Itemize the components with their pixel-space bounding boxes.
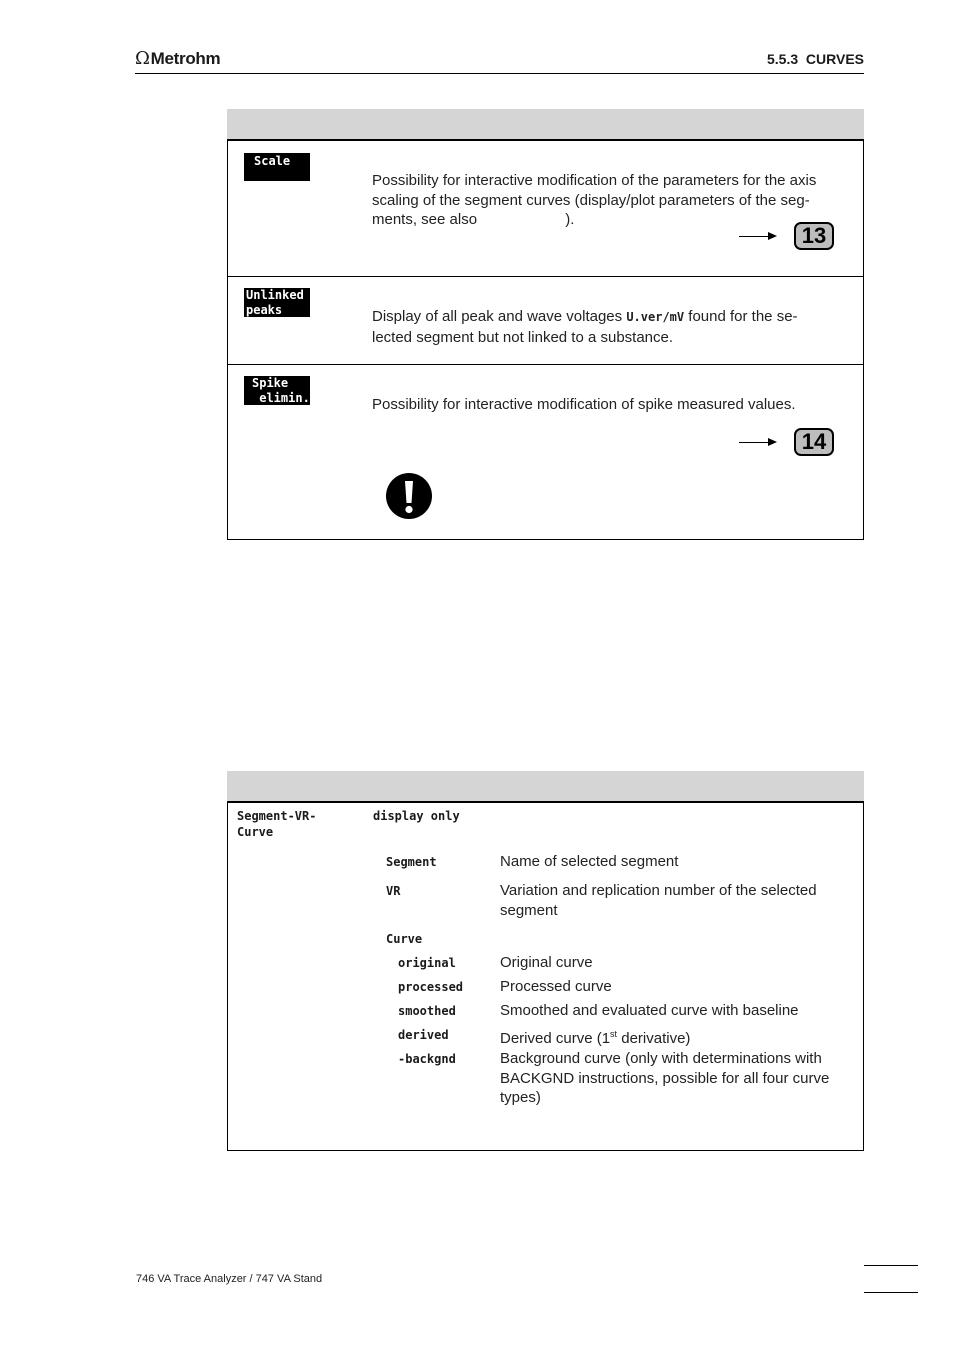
option-description: Background curve (only with determinations with BACKGND instructions, possible for all four curve types) (500, 1050, 830, 1106)
footer-text: 746 VA Trace Analyzer / 747 VA Stand (136, 1273, 323, 1285)
row-divider (227, 276, 864, 277)
option-code: original (398, 956, 456, 970)
option-code: processed (398, 980, 464, 994)
upper-table-header (227, 109, 864, 141)
scale-text-end: ). (565, 211, 575, 228)
row-divider (227, 364, 864, 365)
desc-superscript: st (610, 1029, 618, 1039)
footer-rule (864, 1265, 918, 1266)
desc-before: Derived curve (1 (500, 1030, 611, 1047)
desc-after: derivative) (617, 1030, 691, 1047)
option-code: smoothed (398, 1004, 456, 1018)
header-rule (135, 73, 864, 74)
option-description: Processed curve (500, 978, 612, 995)
page-ref-badge[interactable]: 14 (794, 428, 834, 456)
arrow-right-icon (768, 438, 777, 446)
option-code: Curve (386, 932, 423, 946)
option-code: VR (386, 884, 401, 898)
metrohm-logo (135, 48, 220, 69)
option-description: Variation and replication number of the selected segment (500, 882, 817, 919)
option-code: Segment (386, 855, 437, 869)
page-ref-badge[interactable]: 13 (794, 222, 834, 250)
section-title: 5.5.3 CURVES (766, 51, 864, 67)
omega-icon: Ω (135, 48, 150, 69)
lower-table-header (227, 771, 864, 803)
unlinked-peaks-key[interactable]: Unlinked peaks (244, 288, 310, 317)
spike-elimin-key[interactable]: Spike elimin. (244, 376, 310, 405)
option-code: -backgnd (398, 1052, 456, 1066)
option-description: Name of selected segment (500, 853, 679, 870)
option-description: Original curve (500, 954, 593, 971)
unlinked-text-after: found for the se-lected segment but not linked to a substance. (372, 308, 798, 346)
voltage-code: U.ver/mV (626, 310, 685, 324)
spike-description: Possibility for interactive modification of spike measured values. (372, 396, 796, 413)
option-description: Smoothed and evaluated curve with baseline (500, 1002, 799, 1019)
footer-rule (864, 1292, 918, 1293)
scale-key[interactable]: Scale (244, 153, 310, 181)
arrow-right-icon (768, 232, 777, 240)
scale-description (372, 171, 834, 230)
scale-text: Possibility for interactive modification of the parameters for the axis scaling of the segment curves (display/plot parameters of the seg-ments, see also (372, 172, 817, 228)
option-description (500, 1025, 845, 1049)
logo-text: Metrohm (150, 49, 221, 68)
arrow-line (739, 236, 769, 237)
option-code: derived (398, 1028, 449, 1042)
exclamation-icon (386, 473, 432, 519)
unlinked-peaks-description (372, 307, 834, 347)
arrow-line (739, 442, 769, 443)
parameter-mode: display only (373, 809, 460, 823)
parameter-name: Segment-VR- Curve (237, 809, 317, 839)
unlinked-text-before: Display of all peak and wave voltages (372, 308, 623, 325)
